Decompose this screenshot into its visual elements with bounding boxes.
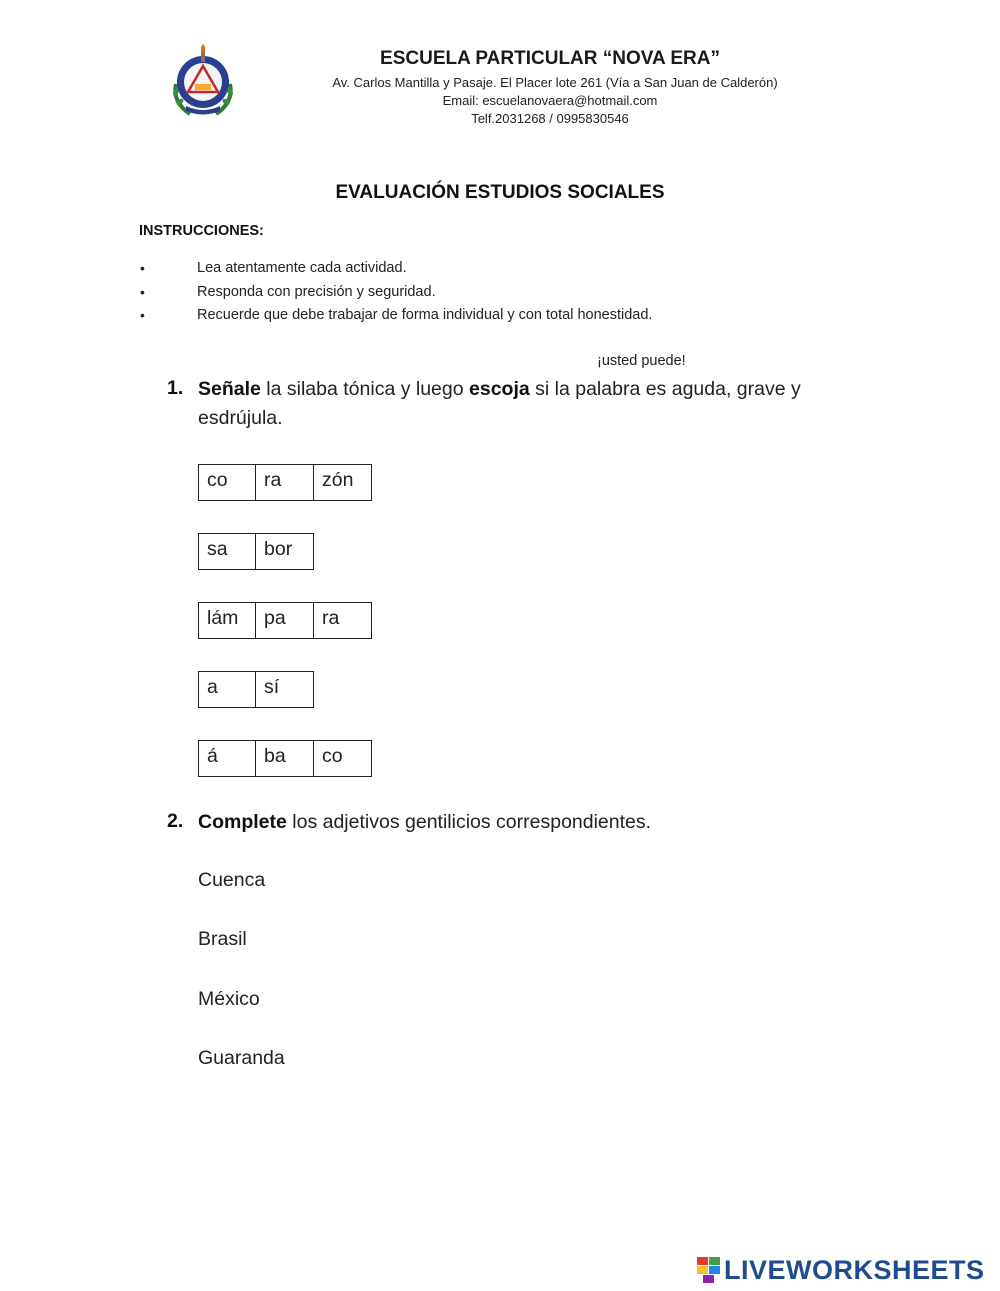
brand-name: LIVEWORKSHEETS [724,1254,985,1285]
syllable-cell[interactable]: sí [255,671,314,708]
instruction-text: Lea atentamente cada actividad. [197,260,407,276]
question-2-verb-complete: Complete [198,811,287,833]
place-label: Guaranda [198,1047,285,1069]
place-label: México [198,988,260,1010]
syllable-cell[interactable]: ra [255,464,314,501]
syllable-cell[interactable]: a [198,671,256,708]
syllable-cell[interactable]: lám [198,602,256,639]
word-syllable-row [198,671,314,709]
syllable-cell[interactable]: co [198,464,256,501]
liveworksheets-brand [697,1255,985,1285]
question-1-prompt [198,375,858,433]
syllable-cell[interactable]: zón [313,464,372,501]
instruction-text: Responda con precisión y seguridad. [197,284,436,300]
word-syllable-row [198,533,314,571]
page-title: EVALUACIÓN ESTUDIOS SOCIALES [335,182,665,203]
school-email: Email: escuelanovaera@hotmail.com [442,93,658,108]
syllable-cell[interactable]: sa [198,533,256,570]
question-1-text-part: si la palabra es aguda, grave y [529,378,801,400]
word-syllable-row [198,740,372,778]
school-crest-logo [166,44,240,118]
question-1-verb-signal: Señale [198,378,261,400]
instruction-text: Recuerde que debe trabajar de forma individual y con total honestidad. [197,307,653,323]
school-crest-icon [166,44,240,118]
syllable-cell[interactable]: ra [313,602,372,639]
question-2-text-part: los adjetivos gentilicios correspondientes. [286,811,652,833]
liveworksheets-logo-icon [697,1257,721,1283]
encouragement-text: ¡usted puede! [597,353,686,369]
instructions-label: INSTRUCCIONES: [139,223,264,239]
bullet-icon: • [140,307,145,323]
word-syllable-row [198,602,372,640]
school-name: ESCUELA PARTICULAR “NOVA ERA” [380,48,720,69]
bullet-icon: • [140,260,145,276]
question-1-text-part: la silaba tónica y luego [260,378,470,400]
school-phone: Telf.2031268 / 0995830546 [471,111,629,126]
question-1-verb-choose: escoja [469,378,530,400]
place-label: Cuenca [198,869,266,891]
question-1-number: 1. [167,377,184,399]
syllable-cell[interactable]: co [313,740,372,777]
place-label: Brasil [198,928,247,950]
school-address: Av. Carlos Mantilla y Pasaje. El Placer lote 261 (Vía a San Juan de Calderón) [332,75,778,90]
syllable-cell[interactable]: á [198,740,256,777]
question-2-number: 2. [167,810,184,832]
question-1-text-part: esdrújula. [198,407,283,429]
syllable-cell[interactable]: pa [255,602,314,639]
syllable-cell[interactable]: ba [255,740,314,777]
syllable-cell[interactable]: bor [255,533,314,570]
question-2-prompt [198,808,858,837]
word-syllable-row [198,464,372,502]
bullet-icon: • [140,284,145,300]
